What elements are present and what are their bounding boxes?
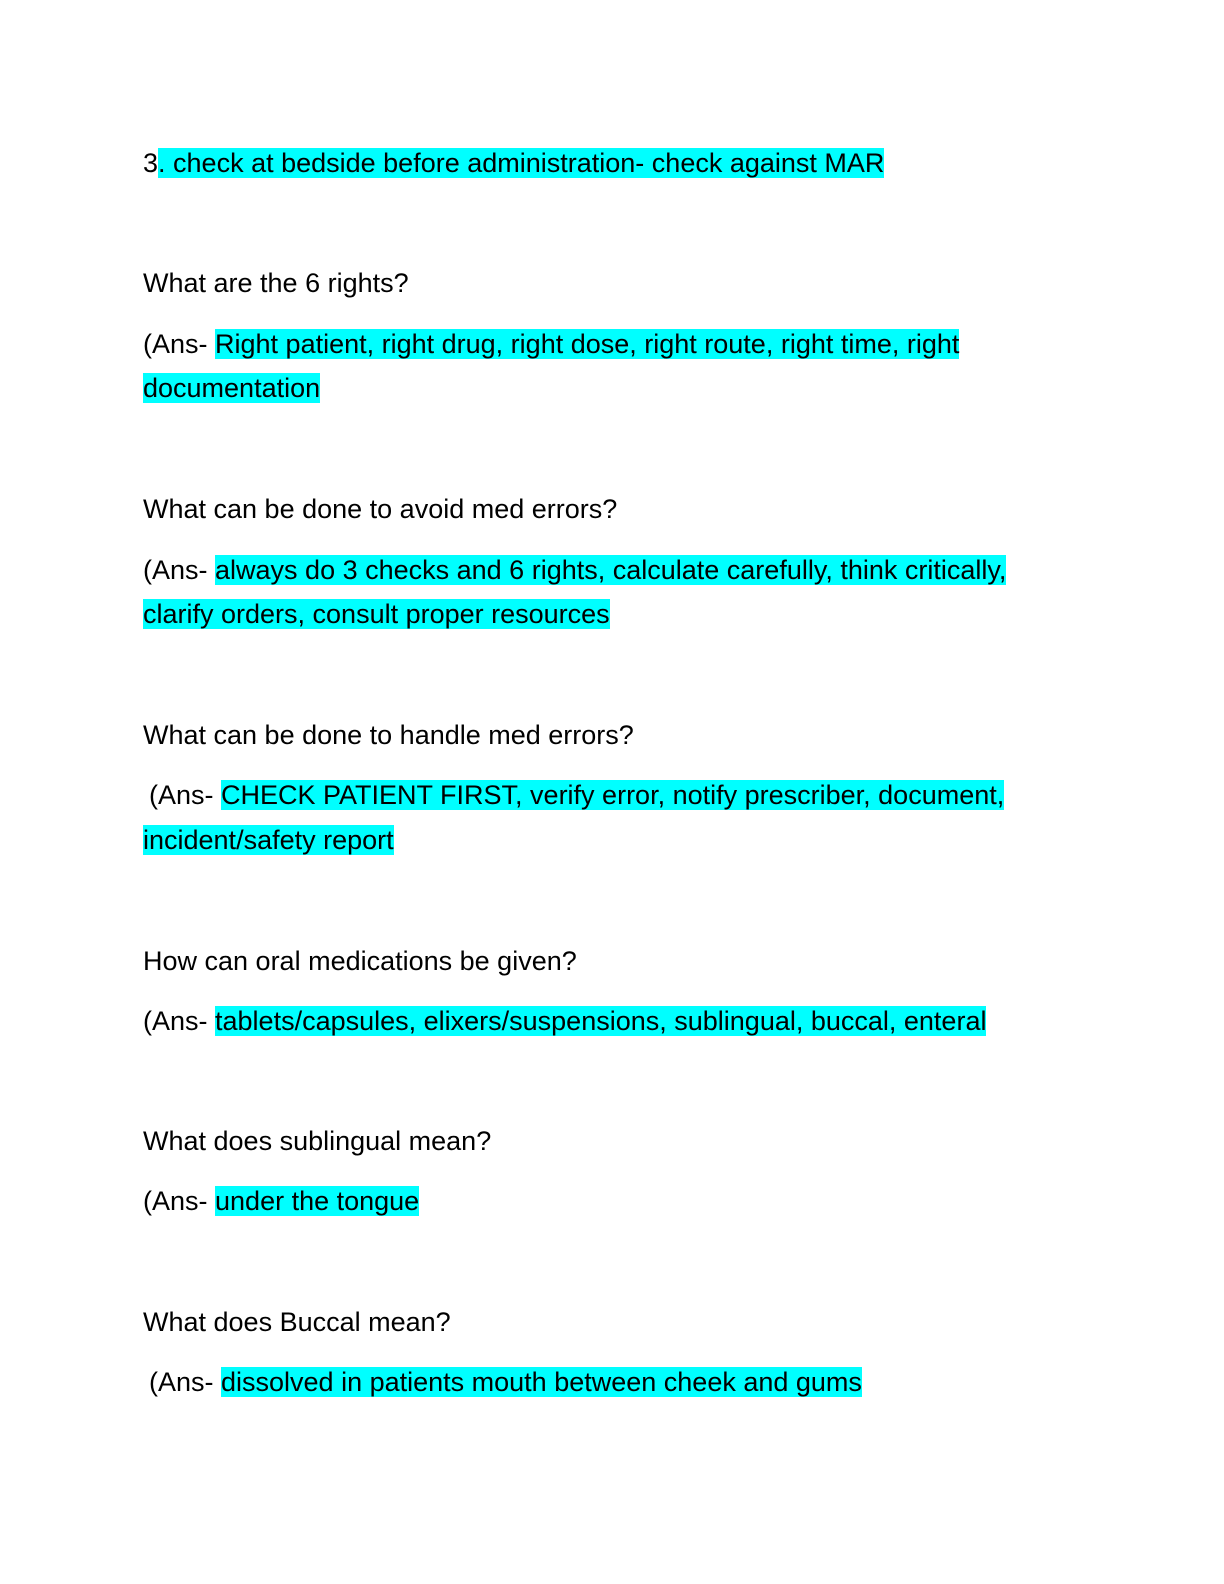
answer-line xyxy=(149,1360,862,1404)
highlighted-answer: Right patient, right drug, right dose, right route, right time, right xyxy=(215,329,960,359)
question-text: What can be done to handle med errors? xyxy=(143,720,634,750)
answer-line-continued xyxy=(143,818,394,862)
answer-prefix: (Ans- xyxy=(143,555,216,585)
highlighted-text: . check at bedside before administration- check against MAR xyxy=(158,148,885,178)
highlighted-answer: clarify orders, consult proper resources xyxy=(143,599,610,629)
highlighted-answer: under the tongue xyxy=(215,1186,420,1216)
highlighted-answer: incident/safety report xyxy=(143,825,394,855)
answer-prefix: (Ans- xyxy=(143,1186,216,1216)
continuation-line xyxy=(143,141,884,185)
answer-line-continued xyxy=(143,592,610,636)
answer-prefix: (Ans- xyxy=(149,780,222,810)
highlighted-answer: dissolved in patients mouth between cheek and gums xyxy=(221,1367,862,1397)
answer-line-continued xyxy=(143,366,320,410)
highlighted-answer: CHECK PATIENT FIRST, verify error, notify prescriber, document, xyxy=(221,780,1005,810)
answer-line xyxy=(143,1179,419,1223)
answer-line xyxy=(143,548,1006,592)
answer-prefix: (Ans- xyxy=(143,1006,216,1036)
answer-prefix: (Ans- xyxy=(143,329,216,359)
answer-line xyxy=(149,773,1004,817)
question-text: What are the 6 rights? xyxy=(143,268,409,298)
question-text: What does Buccal mean? xyxy=(143,1307,451,1337)
question-text: What does sublingual mean? xyxy=(143,1126,492,1156)
highlighted-answer: tablets/capsules, elixers/suspensions, sublingual, buccal, enteral xyxy=(215,1006,987,1036)
highlighted-answer: always do 3 checks and 6 rights, calculate carefully, think critically, xyxy=(215,555,1007,585)
question-text: What can be done to avoid med errors? xyxy=(143,494,618,524)
list-number: 3 xyxy=(143,148,159,178)
question-text: How can oral medications be given? xyxy=(143,946,577,976)
highlighted-answer: documentation xyxy=(143,373,321,403)
answer-line xyxy=(143,999,986,1043)
answer-line xyxy=(143,322,959,366)
answer-prefix: (Ans- xyxy=(149,1367,222,1397)
